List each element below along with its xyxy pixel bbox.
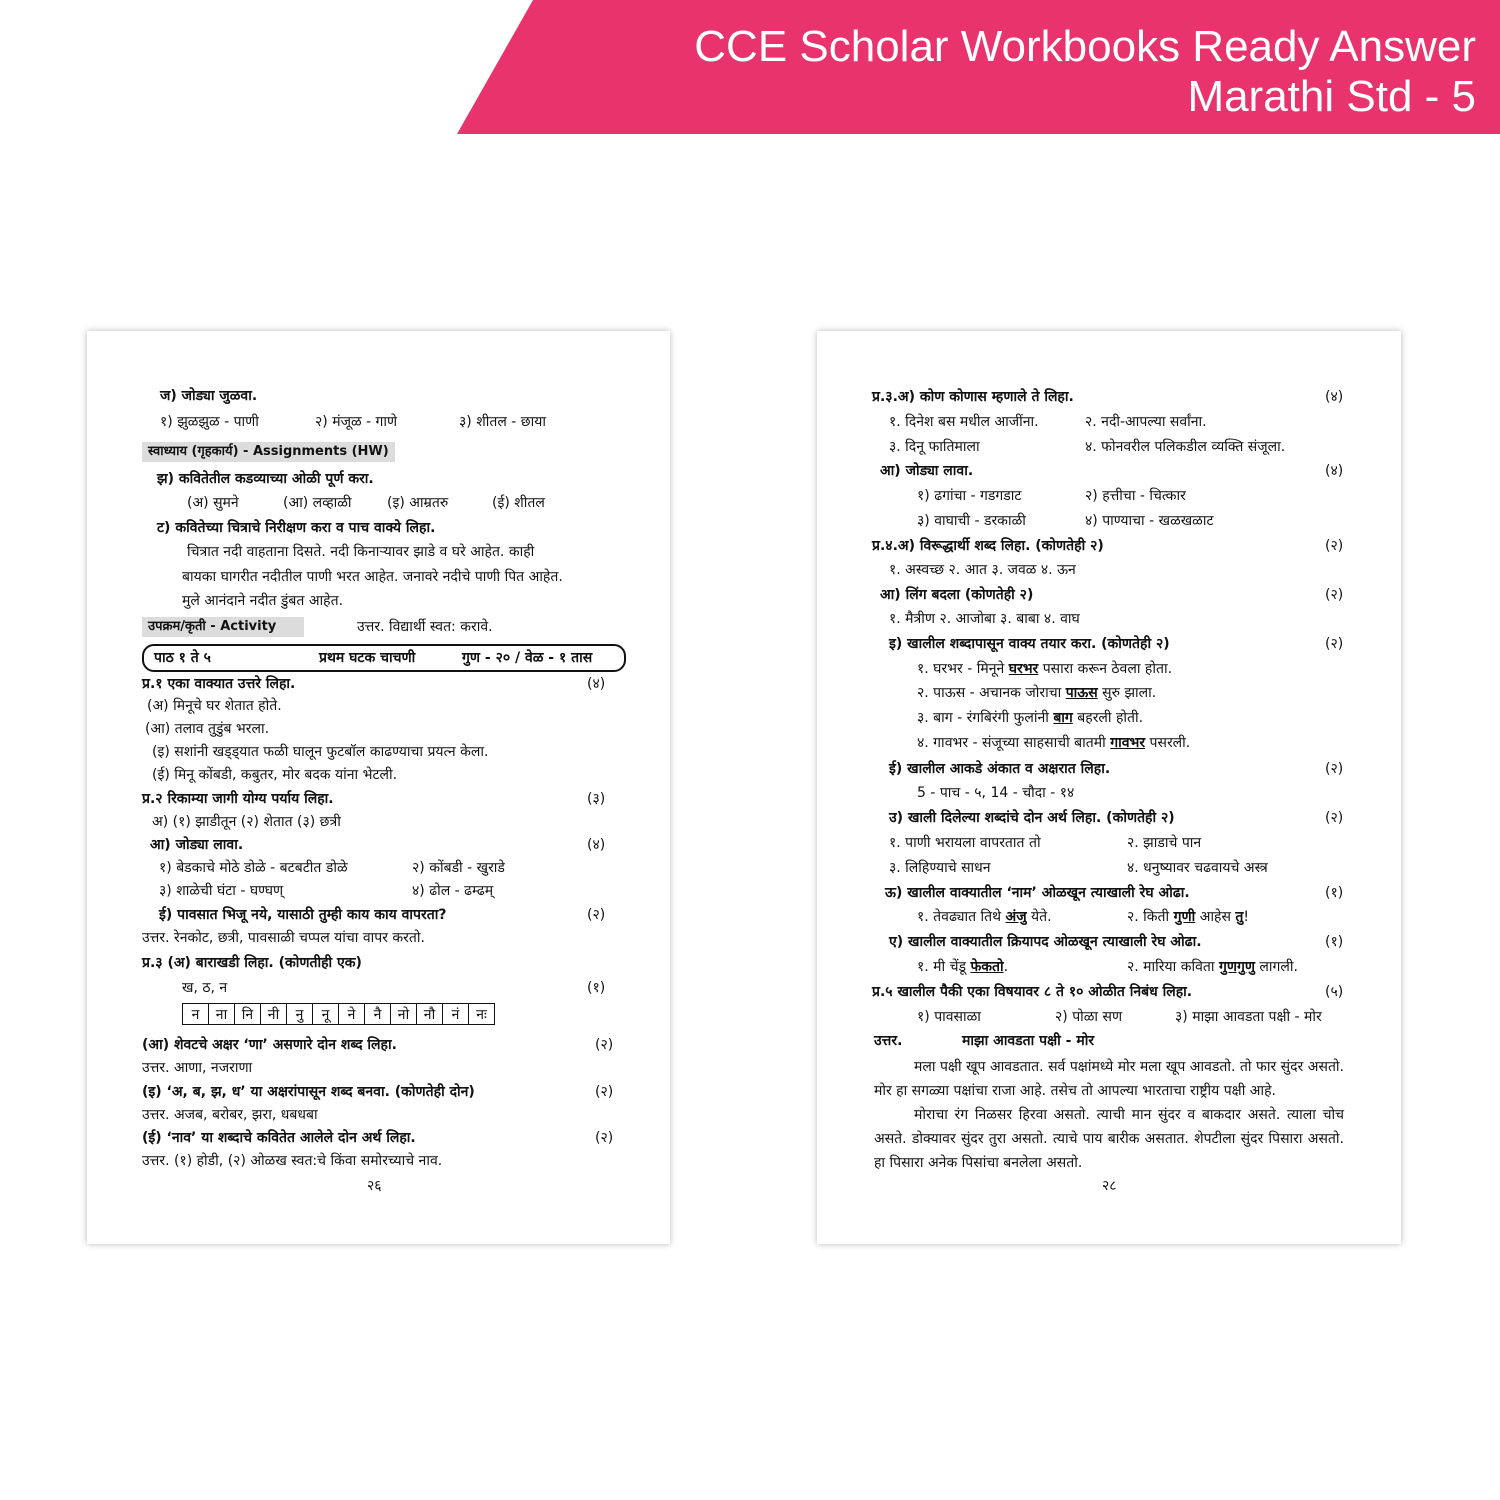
essay-paragraph: मोराचा रंग निळसर हिरवा असतो. त्याची मान सुंदर व बाकदार असते. त्याला चोच असते. डोक्यावर सुंदर तुरा असतो. त्याचे पाय बारीक असतात. शेपटीला सुंदर पिसारा असतो. हा पिसारा अनेक पिसांचा बनलेला असतो.: [874, 1107, 1344, 1171]
banner-title: [694, 22, 1476, 122]
grid-cell: नै: [365, 1004, 391, 1025]
text-span: २. मारिया कविता: [1127, 959, 1219, 975]
answer: उत्तर. (१) होडी, (२) ओळख स्वत:चे किंवा समोरच्याचे नाव.: [142, 1153, 443, 1169]
underlined-word: घरभर: [1008, 661, 1039, 677]
text-span: ४. गावभर - संजूच्या साहसाची बातमी: [917, 735, 1111, 751]
text-line: [1127, 957, 1298, 977]
question: प्र.३ (अ) बाराखडी लिहा. (कोणतीही एक): [142, 955, 362, 971]
text-span: आहेस: [1195, 909, 1236, 925]
text-line: १) बेडकाचे मोठे डोळे - बटबटीत डोळे: [159, 860, 348, 876]
test-marks-time: गुण - २० / वेळ - १ तास: [462, 650, 593, 666]
text-line: ३) माझा आवडता पक्षी - मोर: [1175, 1009, 1322, 1025]
grid-cell: ना: [209, 1004, 235, 1025]
text-line: [917, 659, 1172, 679]
text-line: (आ) लव्हाळी: [283, 495, 352, 511]
text-line: ख, ठ, न: [182, 980, 228, 996]
question: आ) जोड्या लावा.: [880, 463, 974, 479]
text-line: १) पावसाळा: [917, 1009, 981, 1025]
banner-line-2: Marathi Std - 5: [1187, 72, 1476, 121]
text-line: बायका घागरीत नदीतील पाणी भरत आहेत. जनावरे नदीचे पाणी पित आहेत.: [182, 569, 563, 585]
answer: उत्तर. रेनकोट, छत्री, पावसाळी चप्पल यांचा वापर करतो.: [142, 930, 425, 946]
grid-cell: नि: [235, 1004, 261, 1025]
underlined-word: बाग: [1053, 710, 1073, 726]
right-page: [817, 331, 1401, 1244]
text-line: मुले आनंदाने नदीत डुंबत आहेत.: [182, 593, 344, 609]
page-number: २६: [367, 1178, 382, 1194]
text-line: ३) वाघाची - डरकाळी: [917, 513, 1026, 529]
underlined-word: तु: [1235, 909, 1244, 925]
marks: (४): [587, 676, 606, 692]
essay-title: माझा आवडता पक्षी - मोर: [962, 1033, 1095, 1049]
question: (आ) शेवटचे अक्षर ‘णा’ असणारे दोन शब्द लिहा.: [142, 1037, 397, 1053]
underlined-word: फेकतो: [970, 959, 1004, 975]
marks: (२): [595, 1084, 614, 1100]
question: प्र.२ रिकाम्या जागी योग्य पर्याय लिहा.: [142, 791, 334, 807]
marks: (५): [1325, 984, 1344, 1000]
grid-cell: नी: [261, 1004, 287, 1025]
text-line: १. दिनेश बस मधील आजींना.: [889, 414, 1039, 430]
marks: (३): [587, 791, 606, 807]
text-line: १) झुळझुळ - पाणी: [160, 414, 259, 430]
marks: (२): [1325, 636, 1344, 652]
text-line: २. झाडाचे पान: [1127, 835, 1202, 851]
text-line: 5 - पाच - ५, 14 - चौदा - १४: [917, 785, 1075, 801]
page-number: २८: [1102, 1178, 1117, 1194]
text-line: (इ) सशांनी खड्ड्यात फळी घालून फुटबॉल काढण्याचा प्रयत्न केला.: [152, 744, 489, 760]
text-line: [917, 708, 1143, 728]
text-line: २) पोळा सण: [1055, 1009, 1123, 1025]
text-span: १. मी चेंडू: [917, 959, 971, 975]
text-line: (अ) मिनूचे घर शेतात होते.: [147, 698, 282, 714]
essay-paragraph: मला पक्षी खूप आवडतात. सर्व पक्षांमध्ये मोर मला खूप आवडतो. तो फार सुंदर असतो. मोर हा सगळ्या पक्षांचा राजा आहे. तसेच तो आपल्या भारताचा राष्ट्रीय पक्षी आहे.: [874, 1059, 1344, 1099]
barakhadi-grid: [182, 1003, 495, 1025]
text-span: .: [1003, 959, 1009, 975]
marks: (२): [595, 1130, 614, 1146]
text-line: (अ) सुमने: [187, 495, 239, 511]
text-span: ३. बाग - रंगबिरंगी फुलांनी: [917, 710, 1054, 726]
text-line: (इ) आम्रतरु: [387, 495, 449, 511]
text-line: ३) शाळेची घंटा - घण्घण्: [159, 883, 284, 899]
question: ई) खालील आकडे अंकात व अक्षरात लिहा.: [889, 761, 1111, 777]
left-page: [87, 331, 670, 1244]
text-span: १. तेवढ्यात तिथे: [917, 909, 1006, 925]
text-span: बहरली होती.: [1072, 710, 1144, 726]
text-line: चित्रात नदी वाहताना दिसते. नदी किनाऱ्यावर झाडे व घरे आहेत. काही: [187, 544, 535, 560]
underlined-word: गुणगुणु: [1218, 959, 1255, 975]
text-line: [917, 907, 1052, 927]
marks: (१): [1325, 885, 1344, 901]
question: प्र.१ एका वाक्यात उत्तरे लिहा.: [142, 676, 296, 692]
question: इ) खालील शब्दापासून वाक्य तयार करा. (कोणतेही २): [889, 636, 1170, 652]
text-line: झ) कवितेतील कडव्याच्या ओळी पूर्ण करा.: [157, 471, 374, 487]
text-line: २) हत्तीचा - चित्कार: [1085, 488, 1186, 504]
marks: (१): [1325, 934, 1344, 950]
text-line: ४) ढोल - ढम्ढम्: [412, 883, 494, 899]
question: प्र.४.अ) विरूद्धार्थी शब्द लिहा. (कोणतेही २): [872, 538, 1104, 554]
text-span: २. किती: [1127, 909, 1174, 925]
text-line: ट) कवितेच्या चित्राचे निरीक्षण करा व पाच वाक्ये लिहा.: [157, 520, 436, 536]
question: ई) पावसात भिजू नये, यासाठी तुम्ही काय काय वापरता?: [159, 907, 447, 923]
section-tag: स्वाध्याय (गृहकार्य) - Assignments (HW): [142, 442, 395, 462]
grid-cell: नो: [391, 1004, 417, 1025]
text-line: २. नदी-आपल्या सर्वांना.: [1085, 414, 1207, 430]
text-line: [917, 733, 1190, 753]
text-span: २. पाऊस - अचानक जोराचा: [917, 685, 1066, 701]
grid-cell: नौ: [417, 1004, 443, 1025]
text-span: सुरु झाला.: [1097, 685, 1157, 701]
question: प्र.३.अ) कोण कोणास म्हणाले ते लिहा.: [872, 389, 1074, 405]
text-line: (ई) शीतल: [492, 495, 545, 511]
underlined-word: गुणी: [1173, 909, 1196, 925]
text-line: १. पाणी भरायला वापरतात तो: [889, 835, 1041, 851]
test-title: प्रथम घटक चाचणी: [319, 650, 416, 666]
text-span: १. घरभर - मिनूने: [917, 661, 1009, 677]
text-span: पसारा करून ठेवला होता.: [1038, 661, 1173, 677]
text-line: ४) पाण्याचा - खळखळाट: [1085, 513, 1214, 529]
text-line: ज) जोड्या जुळवा.: [160, 388, 258, 404]
test-lessons: पाठ १ ते ५: [154, 650, 211, 666]
title-banner: [0, 0, 1500, 134]
marks: (२): [1325, 587, 1344, 603]
text-line: ४. धनुष्यावर चढवायचे अस्त्र: [1127, 860, 1268, 876]
grid-cell: न: [183, 1004, 209, 1025]
underlined-word: अंजु: [1005, 909, 1027, 925]
grid-cell: नू: [313, 1004, 339, 1025]
marks: (२): [1325, 538, 1344, 554]
marks: (२): [595, 1037, 614, 1053]
marks: (२): [1325, 810, 1344, 826]
test-header-bar: [142, 644, 626, 672]
underlined-word: गावभर: [1110, 735, 1146, 751]
question: (ई) ‘नाव’ या शब्दाचे कवितेत आलेले दोन अर्थ लिहा.: [142, 1130, 416, 1146]
question: आ) लिंग बदला (कोणतेही २): [880, 587, 1034, 603]
grid-cell: ने: [339, 1004, 365, 1025]
marks: (४): [1325, 463, 1344, 479]
text-line: १. मैत्रीण २. आजोबा ३. बाबा ४. वाघ: [889, 611, 1080, 627]
banner-line-1: CCE Scholar Workbooks Ready Answer: [694, 22, 1476, 71]
text-line: १. अस्वच्छ २. आत ३. जवळ ४. ऊन: [889, 562, 1076, 578]
text-line: [1127, 907, 1249, 927]
marks: (२): [587, 907, 606, 923]
section-tag: उपक्रम/कृती - Activity: [142, 617, 304, 637]
marks: (४): [1325, 389, 1344, 405]
text-line: अ) (१) झाडीतून (२) शेतात (३) छत्री: [152, 814, 341, 830]
answer: उत्तर. आणा, नजराणा: [142, 1060, 253, 1076]
grid-cell: नु: [287, 1004, 313, 1025]
text-line: ३. लिहिण्याचे साधन: [889, 860, 991, 876]
text-line: [917, 957, 1008, 977]
question: ए) खालील वाक्यातील क्रियापद ओळखून त्याखाली रेघ ओढा.: [889, 934, 1202, 950]
marks: (४): [587, 837, 606, 853]
question: (इ) ‘अ, ब, झ, ध’ या अक्षरांपासून शब्द बनवा. (कोणतेही दोन): [142, 1084, 475, 1100]
text-line: २) मंजूळ - गाणे: [315, 414, 398, 430]
answer-label: उत्तर.: [874, 1033, 903, 1049]
text-line: उत्तर. विद्यार्थी स्वत: करावे.: [357, 619, 493, 635]
text-line: ४. फोनवरील पलिकडील व्यक्ति संजूला.: [1085, 439, 1286, 455]
grid-cell: नं: [443, 1004, 469, 1025]
text-line: (ई) मिनू कोंबडी, कबुतर, मोर बदक यांना भेटली.: [152, 767, 398, 783]
question: आ) जोड्या लावा.: [150, 837, 244, 853]
text-line: ३) शीतल - छाया: [459, 414, 546, 430]
text-span: लागली.: [1254, 959, 1298, 975]
question: उ) खाली दिलेल्या शब्दांचे दोन अर्थ लिहा. (कोणतेही २): [889, 810, 1175, 826]
text-span: !: [1243, 909, 1249, 925]
text-line: (आ) तलाव तुडुंब भरला.: [145, 721, 270, 737]
question: प्र.५ खालील पैकी एका विषयावर ८ ते १० ओळीत निबंध लिहा.: [872, 984, 1193, 1000]
marks: (२): [1325, 761, 1344, 777]
answer: उत्तर. अजब, बरोबर, झरा, धबधबा: [142, 1107, 318, 1123]
text-line: [917, 683, 1156, 703]
text-line: २) कोंबडी - खुराडे: [412, 860, 505, 876]
text-line: १) ढगांचा - गडगडाट: [917, 488, 1022, 504]
text-line: ३. दिनू फातिमाला: [889, 439, 980, 455]
underlined-word: पाऊस: [1065, 685, 1098, 701]
text-span: येते.: [1026, 909, 1052, 925]
text-span: पसरली.: [1145, 735, 1191, 751]
grid-cell: नः: [469, 1004, 495, 1025]
marks: (१): [587, 980, 606, 996]
question: ऊ) खालील वाक्यातील ‘नाम’ ओळखून त्याखाली रेघ ओढा.: [885, 885, 1190, 901]
